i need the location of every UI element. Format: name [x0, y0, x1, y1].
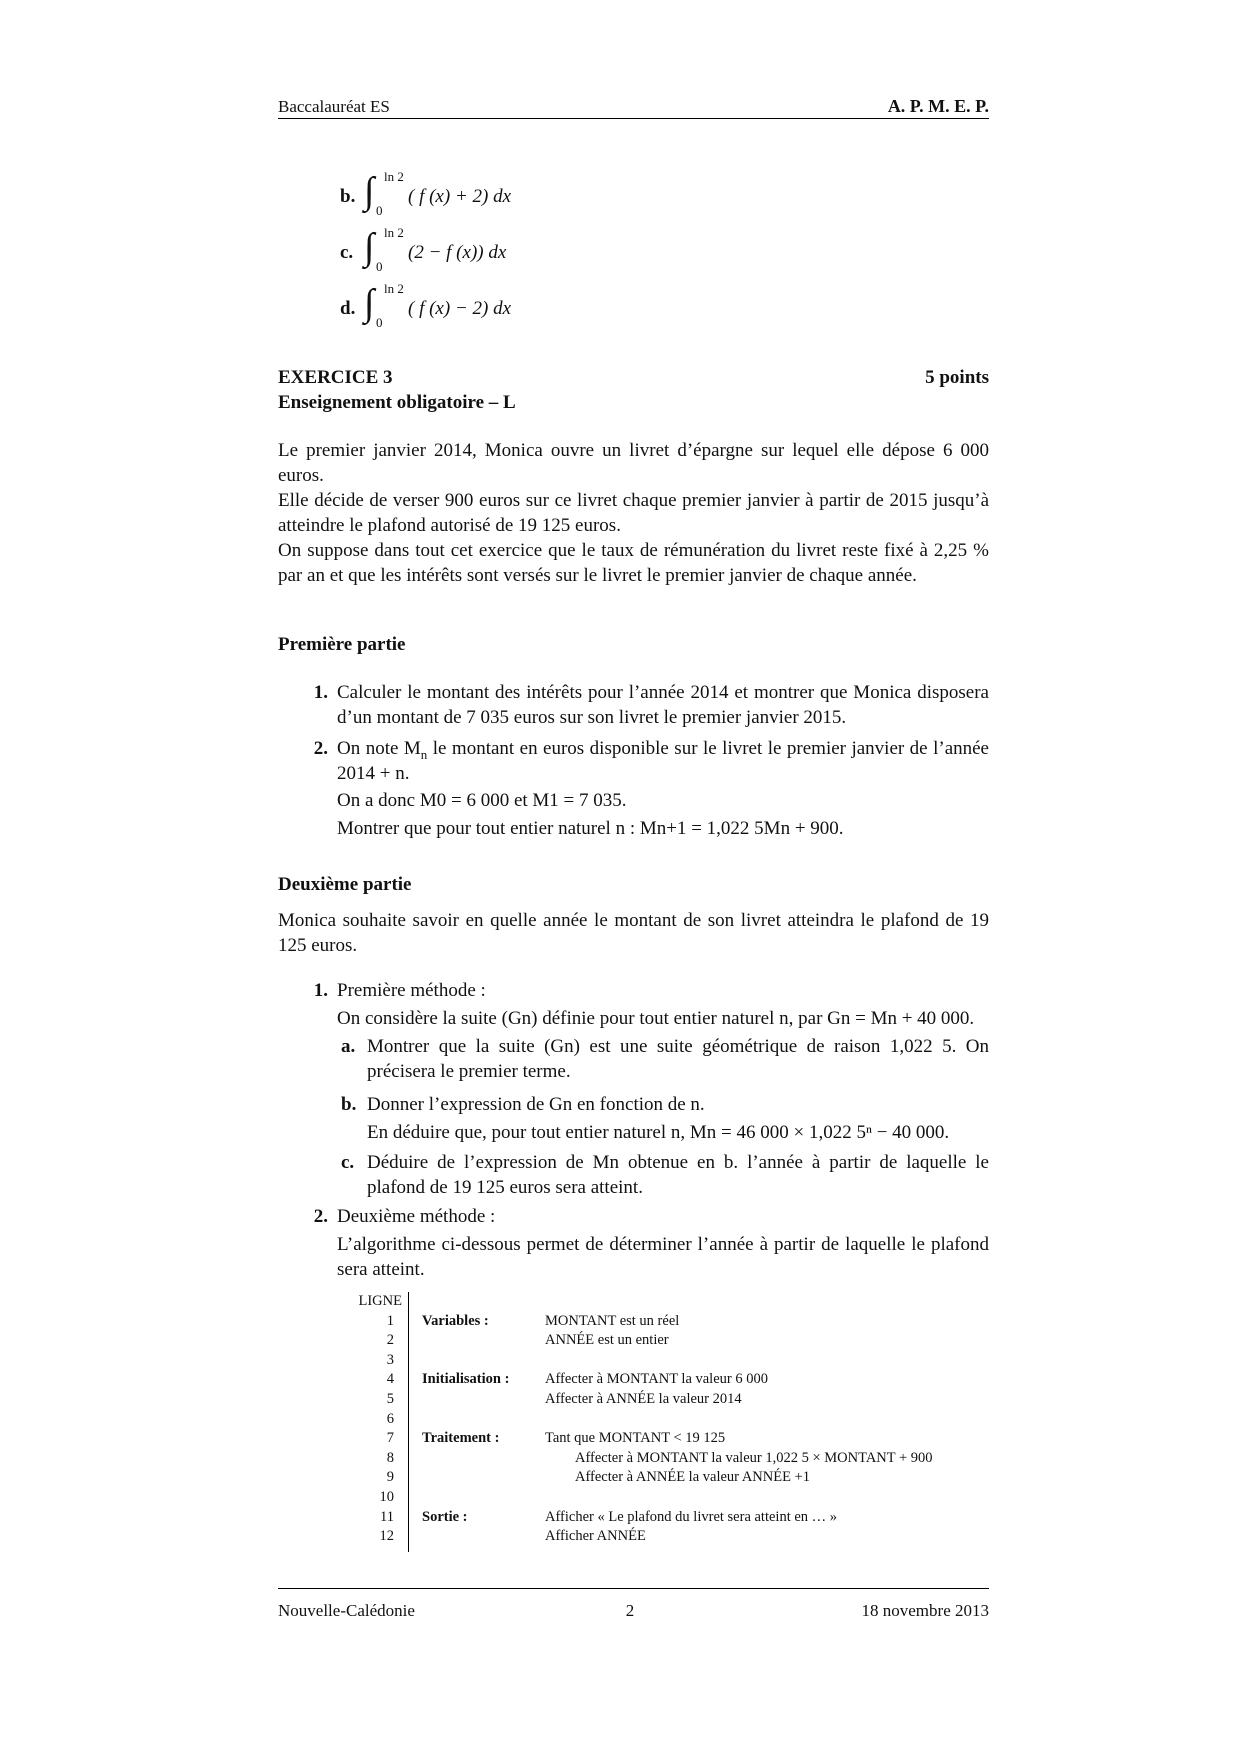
part1-title: Première partie — [278, 634, 406, 655]
integral-sign-icon: ∫ — [364, 226, 375, 268]
line-number: 6 — [386, 1410, 394, 1427]
question-number: 2. — [313, 738, 328, 759]
q2-prefix: On note M — [337, 738, 421, 759]
line-text: Affecter à ANNÉE la valeur 2014 — [545, 1391, 742, 1407]
question-number: 1. — [313, 980, 328, 1001]
q2-subscript: n — [420, 746, 428, 762]
integral-label: d. — [340, 298, 356, 319]
line-keyword: Initialisation : — [422, 1371, 510, 1388]
exercise-title: EXERCICE 3 — [278, 367, 393, 388]
line-text: Tant que MONTANT < 19 125 — [545, 1430, 726, 1447]
part1-q2-line2: On a donc M0 = 6 000 et M1 = 7 035. — [337, 790, 627, 811]
method2-title: Deuxième méthode : — [337, 1206, 496, 1227]
integral-upper: ln 2 — [384, 225, 404, 240]
line-text: Affecter à MONTANT la valeur 1,022 5 × MONTANT + 900 — [575, 1449, 933, 1466]
algorithm-header: LIGNE — [358, 1293, 402, 1309]
method1-question-b-line1: Donner l’expression de Gn en fonction de n. — [367, 1094, 705, 1115]
line-text: Affecter à ANNÉE la valeur ANNÉE +1 — [575, 1469, 810, 1486]
line-number: 1 — [386, 1312, 394, 1329]
line-text: Afficher ANNÉE — [545, 1528, 646, 1545]
footer-right: 18 novembre 2013 — [861, 1601, 989, 1620]
method1-definition: On considère la suite (Gn) définie pour tout entier naturel n, par Gn = Mn + 40 000. — [337, 1008, 975, 1029]
item-label: c. — [341, 1152, 355, 1173]
integral-c — [340, 224, 740, 274]
integral-body: ( f (x) − 2) dx — [408, 298, 512, 319]
integral-sign-icon: ∫ — [364, 282, 375, 324]
line-text: Afficher « Le plafond du livret sera atteint en … » — [545, 1508, 838, 1525]
algorithm-gutter-rule — [408, 1292, 409, 1552]
line-number: 10 — [379, 1489, 394, 1505]
q2-rest: le montant en euros disponible sur le livret le premier janvier de l’année 2014 + n. — [337, 738, 989, 784]
line-number: 8 — [386, 1449, 394, 1466]
intro-paragraph: On suppose dans tout cet exercice que le taux de rémunération du livret reste fixé à 2,25 % par an et que les intérêts sont versés sur le livret le premier janvier de chaque année. — [278, 540, 989, 586]
exercise-points: 5 points — [925, 367, 989, 388]
part2-intro: Monica souhaite savoir en quelle année le montant de son livret atteindra le plafond de 19 125 euros. — [278, 910, 989, 956]
intro-paragraph: Le premier janvier 2014, Monica ouvre un livret d’épargne sur lequel elle dépose 6 000 euros. — [278, 440, 989, 486]
exercise-subtitle: Enseignement obligatoire – L — [278, 392, 516, 413]
integral-upper: ln 2 — [384, 281, 404, 296]
header-rule — [278, 118, 989, 119]
part1-question-1: Calculer le montant des intérêts pour l’année 2014 et montrer que Monica disposera d’un montant de 7 035 euros sur son livret le premier janvier 2015. — [337, 682, 989, 728]
integral-label: c. — [340, 242, 354, 263]
question-number: 2. — [313, 1206, 328, 1227]
line-text: MONTANT est un réel — [545, 1312, 680, 1329]
line-keyword: Variables : — [422, 1312, 489, 1329]
line-number: 5 — [386, 1391, 394, 1407]
part2-title: Deuxième partie — [278, 874, 412, 895]
item-label: a. — [341, 1036, 356, 1057]
part1-question-2 — [337, 736, 989, 786]
line-keyword: Sortie : — [422, 1508, 468, 1525]
method1-question-c: Déduire de l’expression de Mn obtenue en b. l’année à partir de laquelle le plafond de 19 125 euros sera atteint. — [367, 1152, 989, 1198]
integral-label: b. — [340, 186, 356, 207]
header-left: Baccalauréat ES — [278, 97, 390, 116]
integral-body: (2 − f (x)) dx — [408, 242, 507, 263]
exercise-intro — [278, 438, 989, 588]
footer-left: Nouvelle-Calédonie — [278, 1601, 415, 1620]
footer-rule — [278, 1588, 989, 1589]
item-label: b. — [341, 1094, 357, 1115]
integral-upper: ln 2 — [384, 169, 404, 184]
line-number: 11 — [380, 1508, 394, 1525]
intro-paragraph: Elle décide de verser 900 euros sur ce livret chaque premier janvier à partir de 2015 jusqu’à atteindre le plafond autorisé de 19 125 euros. — [278, 490, 989, 536]
method1-title: Première méthode : — [337, 980, 486, 1001]
part1-q2-line3: Montrer que pour tout entier naturel n : Mn+1 = 1,022 5Mn + 900. — [337, 818, 844, 839]
line-keyword: Traitement : — [422, 1430, 500, 1447]
integral-lower: 0 — [376, 315, 383, 330]
question-number: 1. — [313, 682, 328, 703]
page-number: 2 — [625, 1601, 635, 1620]
integral-lower: 0 — [376, 203, 383, 218]
integral-lower: 0 — [376, 259, 383, 274]
line-text: Affecter à MONTANT la valeur 6 000 — [545, 1371, 768, 1388]
integral-body: ( f (x) + 2) dx — [408, 186, 512, 207]
line-number: 2 — [386, 1332, 394, 1349]
line-number: 3 — [386, 1351, 394, 1368]
line-number: 4 — [386, 1371, 394, 1388]
header-right: A. P. M. E. P. — [887, 96, 989, 116]
line-number: 9 — [386, 1469, 394, 1486]
integral-sign-icon: ∫ — [364, 170, 375, 212]
integral-b — [340, 168, 740, 218]
line-text: ANNÉE est un entier — [545, 1332, 669, 1349]
line-number: 12 — [379, 1528, 394, 1545]
method2-text: L’algorithme ci-dessous permet de déterminer l’année à partir de laquelle le plafond sera atteint. — [337, 1234, 989, 1280]
method1-question-a: Montrer que la suite (Gn) est une suite géométrique de raison 1,022 5. On précisera le premier terme. — [367, 1036, 989, 1082]
method1-question-b-line2: En déduire que, pour tout entier naturel n, Mn = 46 000 × 1,022 5ⁿ − 40 000. — [367, 1122, 950, 1143]
line-number: 7 — [386, 1430, 394, 1447]
integral-d — [340, 280, 740, 330]
